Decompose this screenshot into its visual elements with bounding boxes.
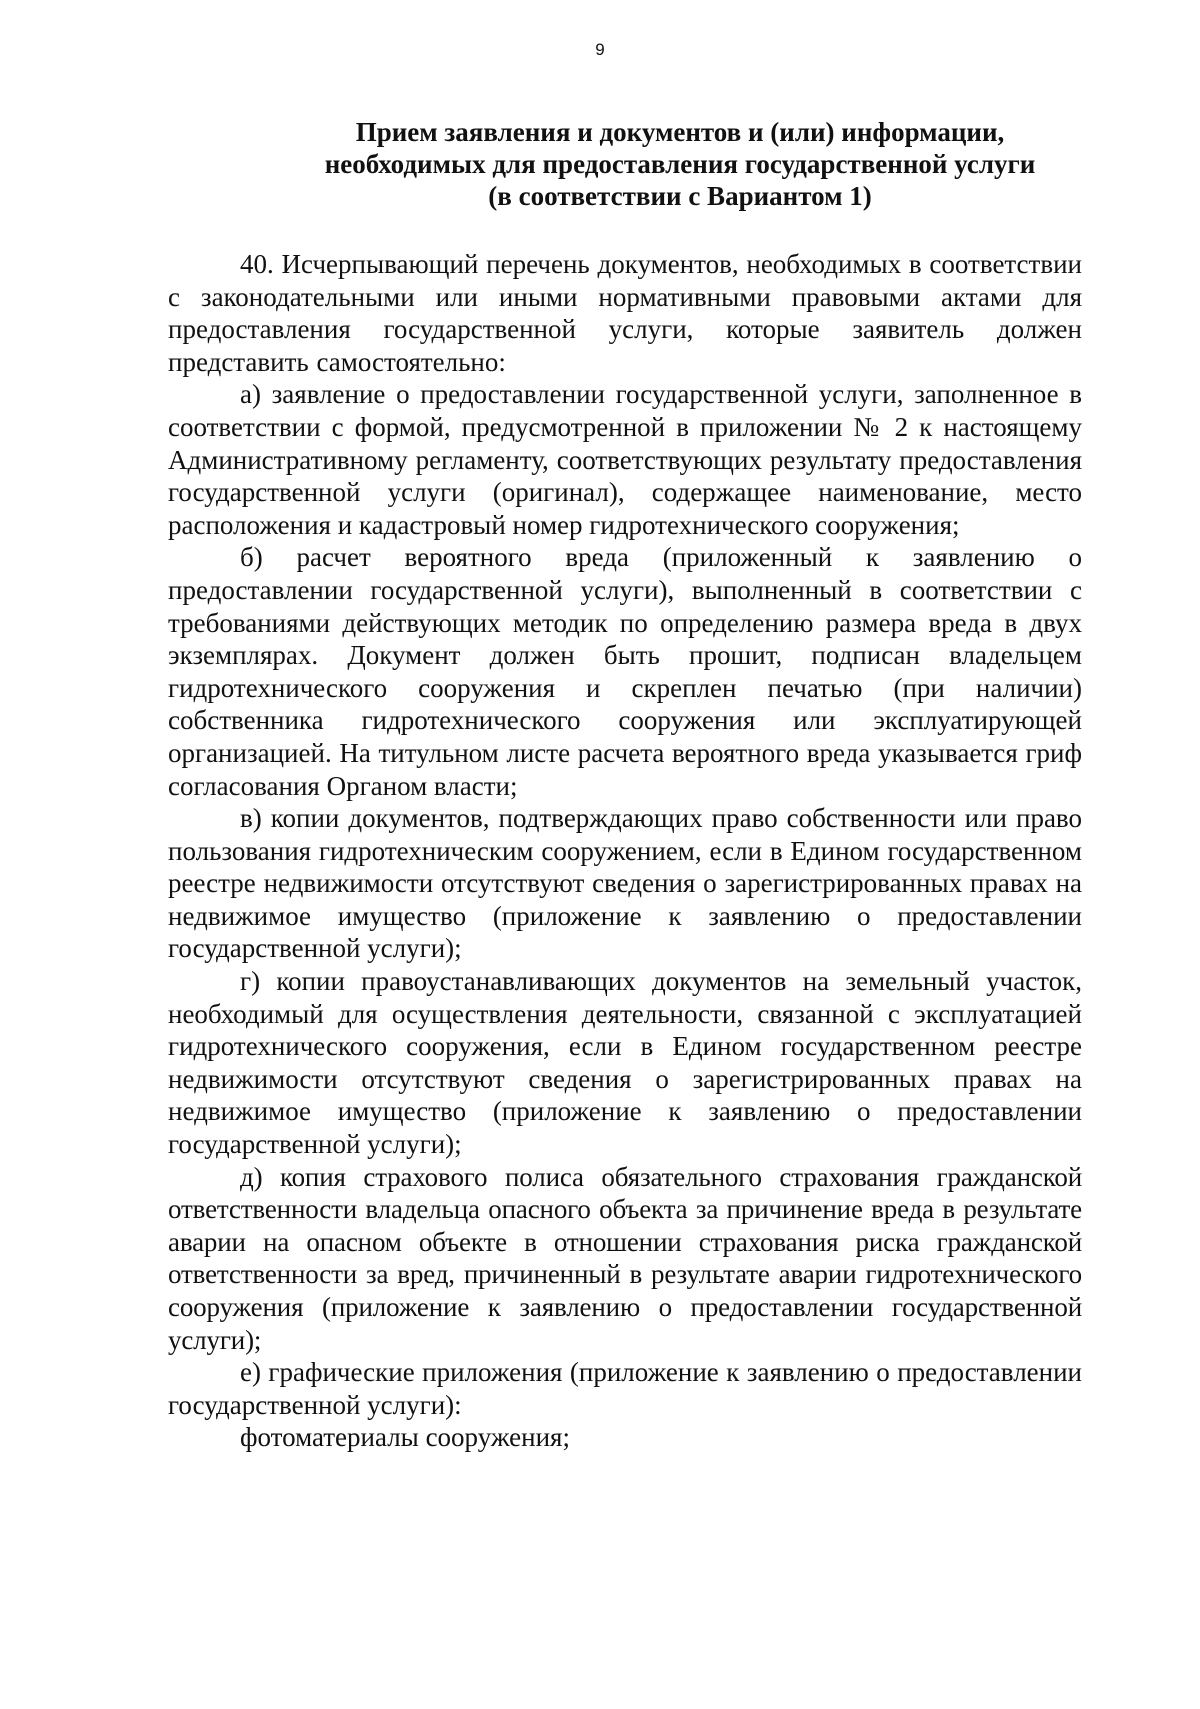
paragraph-item-e: е) графические приложения (приложение к заявлению о предоставлении государственной услуги): [168, 1357, 1082, 1420]
paragraph-40: 40. Исчерпывающий перечень документов, необходимых в соответствии с законодательными или иными нормативными правовыми актами для предоставления государственной услуги, которые заявитель должен представить самостоятельно: [168, 249, 1082, 377]
paragraph-photo-materials: фотоматериалы сооружения; [240, 1422, 570, 1453]
section-heading [250, 116, 1110, 212]
heading-line-2: необходимых для предоставления государственной услуги [324, 149, 1036, 179]
document-body [168, 248, 1082, 1454]
page-number: 9 [595, 40, 605, 59]
paragraph-item-b: б) расчет вероятного вреда (приложенный к заявлению о предоставлении государственной услуги), выполненный в соответствии с требованиями действующих методик по определению размера вреда в двух экземплярах. Документ должен быть прошит, подписан владельцем гидротехнического сооружения и скреплен печатью (при наличии) собственника гидротехнического сооружения или эксплуатирующей организацией. На титульном листе расчета вероятного вреда указывается гриф согласования Органом власти; [168, 542, 1082, 801]
heading-line-1: Прием заявления и документов и (или) информации, [355, 117, 1005, 147]
paragraph-item-v: в) копии документов, подтверждающих право собственности или право пользования гидротехническим сооружением, если в Едином государственном реестре недвижимости отсутствуют сведения о зарегистрированных правах на недвижимое имущество (приложение к заявлению о предоставлении государственной услуги); [168, 803, 1082, 964]
paragraph-item-a: а) заявление о предоставлении государственной услуги, заполненное в соответствии с формой, предусмотренной в приложении № 2 к настоящему Административному регламенту, соответствующих результату предоставления государственной услуги (оригинал), содержащее наименование, место расположения и кадастровый номер гидротехнического сооружения; [168, 379, 1082, 540]
paragraph-item-g: г) копии правоустанавливающих документов на земельный участок, необходимый для осуществления деятельности, связанной с эксплуатацией гидротехнического сооружения, если в Едином государственном реестре недвижимости отсутствуют сведения о зарегистрированных правах на недвижимое имущество (приложение к заявлению о предоставлении государственной услуги); [168, 966, 1082, 1160]
paragraph-item-d: д) копия страхового полиса обязательного страхования гражданской ответственности владельца опасного объекта за причинение вреда в результате аварии на опасном объекте в отношении страхования риска гражданской ответственности за вред, причиненный в результате аварии гидротехнического сооружения (приложение к заявлению о предоставлении государственной услуги); [168, 1161, 1082, 1355]
heading-line-3: (в соответствии с Вариантом 1) [488, 181, 872, 211]
